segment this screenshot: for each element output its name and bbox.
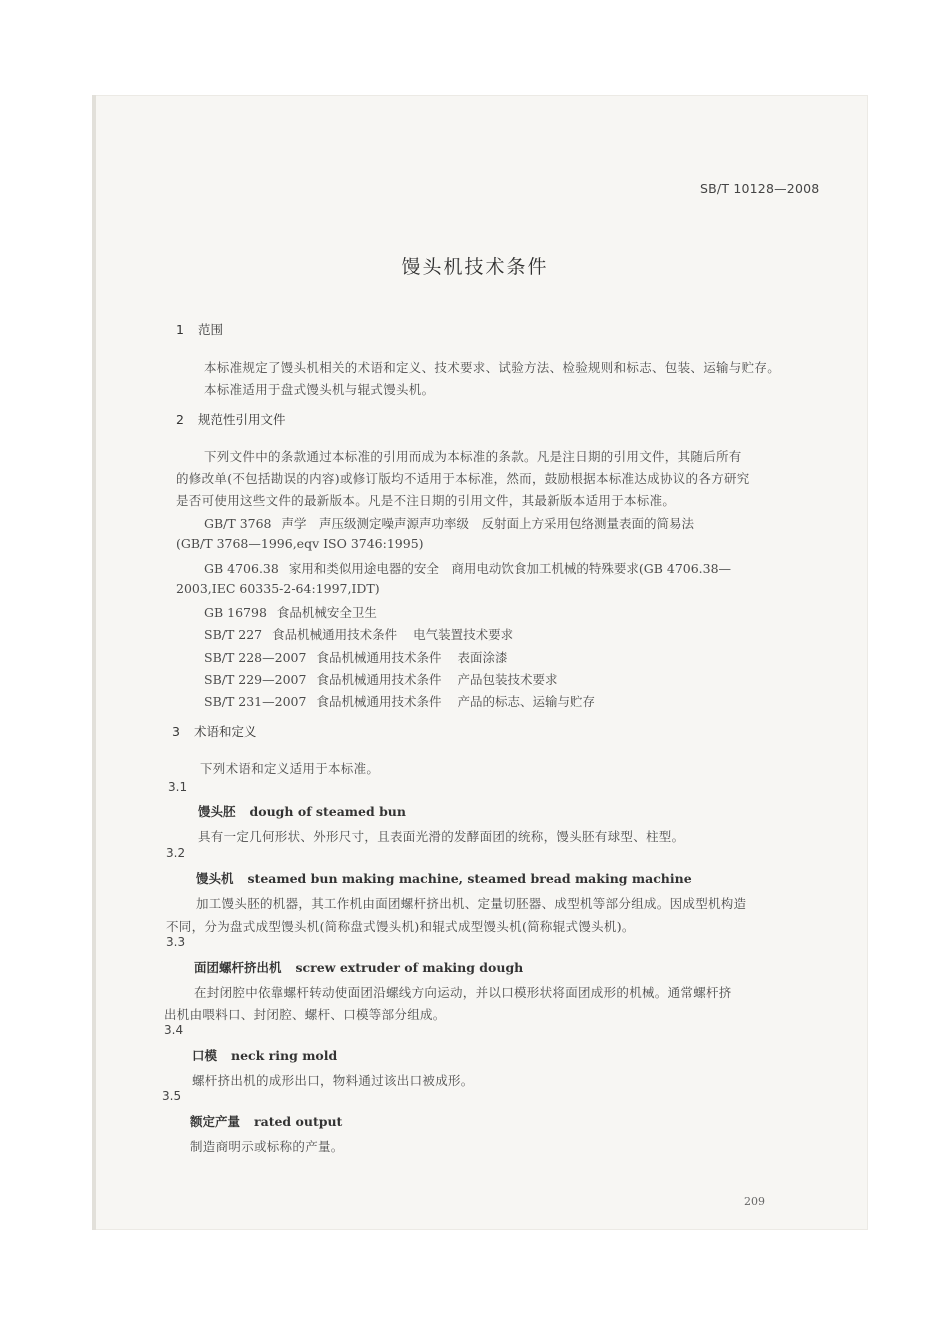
term-chinese: 口模 bbox=[192, 1048, 218, 1063]
reference-continuation: (GB/T 3768—1996,eqv ISO 3746:1995) bbox=[176, 536, 424, 551]
reference-item bbox=[204, 692, 595, 710]
page-number: 209 bbox=[744, 1195, 765, 1208]
section-1-heading bbox=[176, 320, 223, 338]
standard-code: SB/T 10128—2008 bbox=[700, 181, 820, 196]
term-chinese: 馒头胚 bbox=[198, 804, 236, 819]
term-english: dough of steamed bun bbox=[249, 804, 406, 819]
term-definition: 具有一定几何形状、外形尺寸，且表面光滑的发酵面团的统称，馒头胚有球型、柱型。 bbox=[198, 829, 685, 844]
term-number: 3.5 bbox=[162, 1089, 182, 1103]
reference-continuation: 2003,IEC 60335-2-64:1997,IDT) bbox=[176, 581, 380, 596]
term-definition: 制造商明示或标称的产量。 bbox=[190, 1139, 344, 1154]
term-definition: 不同，分为盘式成型馒头机(简称盘式馒头机)和辊式成型馒头机(简称辊式馒头机)。 bbox=[166, 919, 635, 934]
reference-code: SB/T 227 bbox=[204, 627, 263, 642]
reference-item bbox=[204, 625, 513, 643]
reference-item bbox=[204, 603, 377, 621]
term-english: neck ring mold bbox=[231, 1048, 338, 1063]
reference-subname: 产品的标志、运输与贮存 bbox=[457, 694, 595, 709]
reference-code: SB/T 228—2007 bbox=[204, 650, 307, 665]
section-3-heading bbox=[172, 722, 257, 740]
reference-name: 食品机械安全卫生 bbox=[276, 605, 377, 620]
reference-name: 食品机械通用技术条件 bbox=[316, 672, 442, 687]
term-heading bbox=[190, 1112, 342, 1130]
section-title: 术语和定义 bbox=[194, 724, 257, 739]
section-number: 1 bbox=[176, 322, 184, 337]
term-number: 3.4 bbox=[164, 1023, 184, 1037]
reference-name: 家用和类似用途电器的安全 商用电动饮食加工机械的特殊要求(GB 4706.38— bbox=[288, 561, 732, 576]
paragraph-line: 本标准规定了馒头机相关的术语和定义、技术要求、试验方法、检验规则和标志、包装、运输与贮存。 bbox=[204, 360, 781, 375]
term-chinese: 额定产量 bbox=[190, 1114, 241, 1129]
reference-name: 食品机械通用技术条件 bbox=[272, 627, 398, 642]
section-title: 规范性引用文件 bbox=[198, 412, 286, 427]
reference-subname: 表面涂漆 bbox=[457, 650, 508, 665]
term-english: rated output bbox=[254, 1114, 343, 1129]
section-number: 3 bbox=[172, 724, 180, 739]
term-heading bbox=[194, 958, 523, 976]
reference-name: 声学 声压级测定噪声源声功率级 反射面上方采用包络测量表面的简易法 bbox=[281, 516, 695, 531]
section-2-heading bbox=[176, 410, 286, 428]
term-number: 3.3 bbox=[166, 935, 186, 949]
section-number: 2 bbox=[176, 412, 184, 427]
term-chinese: 面团螺杆挤出机 bbox=[194, 960, 282, 975]
term-chinese: 馒头机 bbox=[196, 871, 234, 886]
reference-code: GB/T 3768 bbox=[204, 516, 272, 531]
term-definition: 出机由喂料口、封闭腔、螺杆、口模等部分组成。 bbox=[164, 1007, 446, 1022]
paragraph-line: 下列术语和定义适用于本标准。 bbox=[200, 761, 380, 776]
term-number: 3.2 bbox=[166, 846, 186, 860]
paragraph-line: 下列文件中的条款通过本标准的引用而成为本标准的条款。凡是注日期的引用文件，其随后所有 bbox=[204, 449, 742, 464]
term-definition: 在封闭腔中依靠螺杆转动使面团沿螺线方向运动，并以口模形状将面团成形的机械。通常螺杆挤 bbox=[194, 985, 732, 1000]
reference-item bbox=[204, 670, 557, 688]
reference-code: GB 16798 bbox=[204, 605, 267, 620]
reference-code: SB/T 231—2007 bbox=[204, 694, 307, 709]
reference-subname: 产品包装技术要求 bbox=[457, 672, 558, 687]
term-english: screw extruder of making dough bbox=[295, 960, 524, 975]
section-title: 范围 bbox=[198, 322, 224, 337]
term-heading bbox=[198, 802, 406, 820]
reference-item bbox=[204, 648, 507, 666]
reference-code: SB/T 229—2007 bbox=[204, 672, 307, 687]
document-title: 馒头机技术条件 bbox=[401, 256, 549, 278]
reference-item bbox=[204, 514, 694, 532]
term-english: steamed bun making machine, steamed bread making machine bbox=[247, 871, 692, 886]
reference-name: 食品机械通用技术条件 bbox=[316, 650, 442, 665]
term-number: 3.1 bbox=[168, 780, 188, 794]
paragraph-line: 本标准适用于盘式馒头机与辊式馒头机。 bbox=[204, 382, 435, 397]
reference-item bbox=[204, 559, 731, 577]
reference-code: GB 4706.38 bbox=[204, 561, 279, 576]
paragraph-line: 的修改单(不包括勘误的内容)或修订版均不适用于本标准，然而，鼓励根据本标准达成协议的各方研究 bbox=[176, 471, 750, 486]
paragraph-line: 是否可使用这些文件的最新版本。凡是不注日期的引用文件，其最新版本适用于本标准。 bbox=[176, 493, 676, 508]
term-heading bbox=[196, 869, 692, 887]
term-definition: 加工馒头胚的机器，其工作机由面团螺杆挤出机、定量切胚器、成型机等部分组成。因成型机构造 bbox=[196, 896, 747, 911]
reference-name: 食品机械通用技术条件 bbox=[316, 694, 442, 709]
term-heading bbox=[192, 1046, 337, 1064]
term-definition: 螺杆挤出机的成形出口，物料通过该出口被成形。 bbox=[192, 1073, 474, 1088]
reference-subname: 电气装置技术要求 bbox=[413, 627, 514, 642]
